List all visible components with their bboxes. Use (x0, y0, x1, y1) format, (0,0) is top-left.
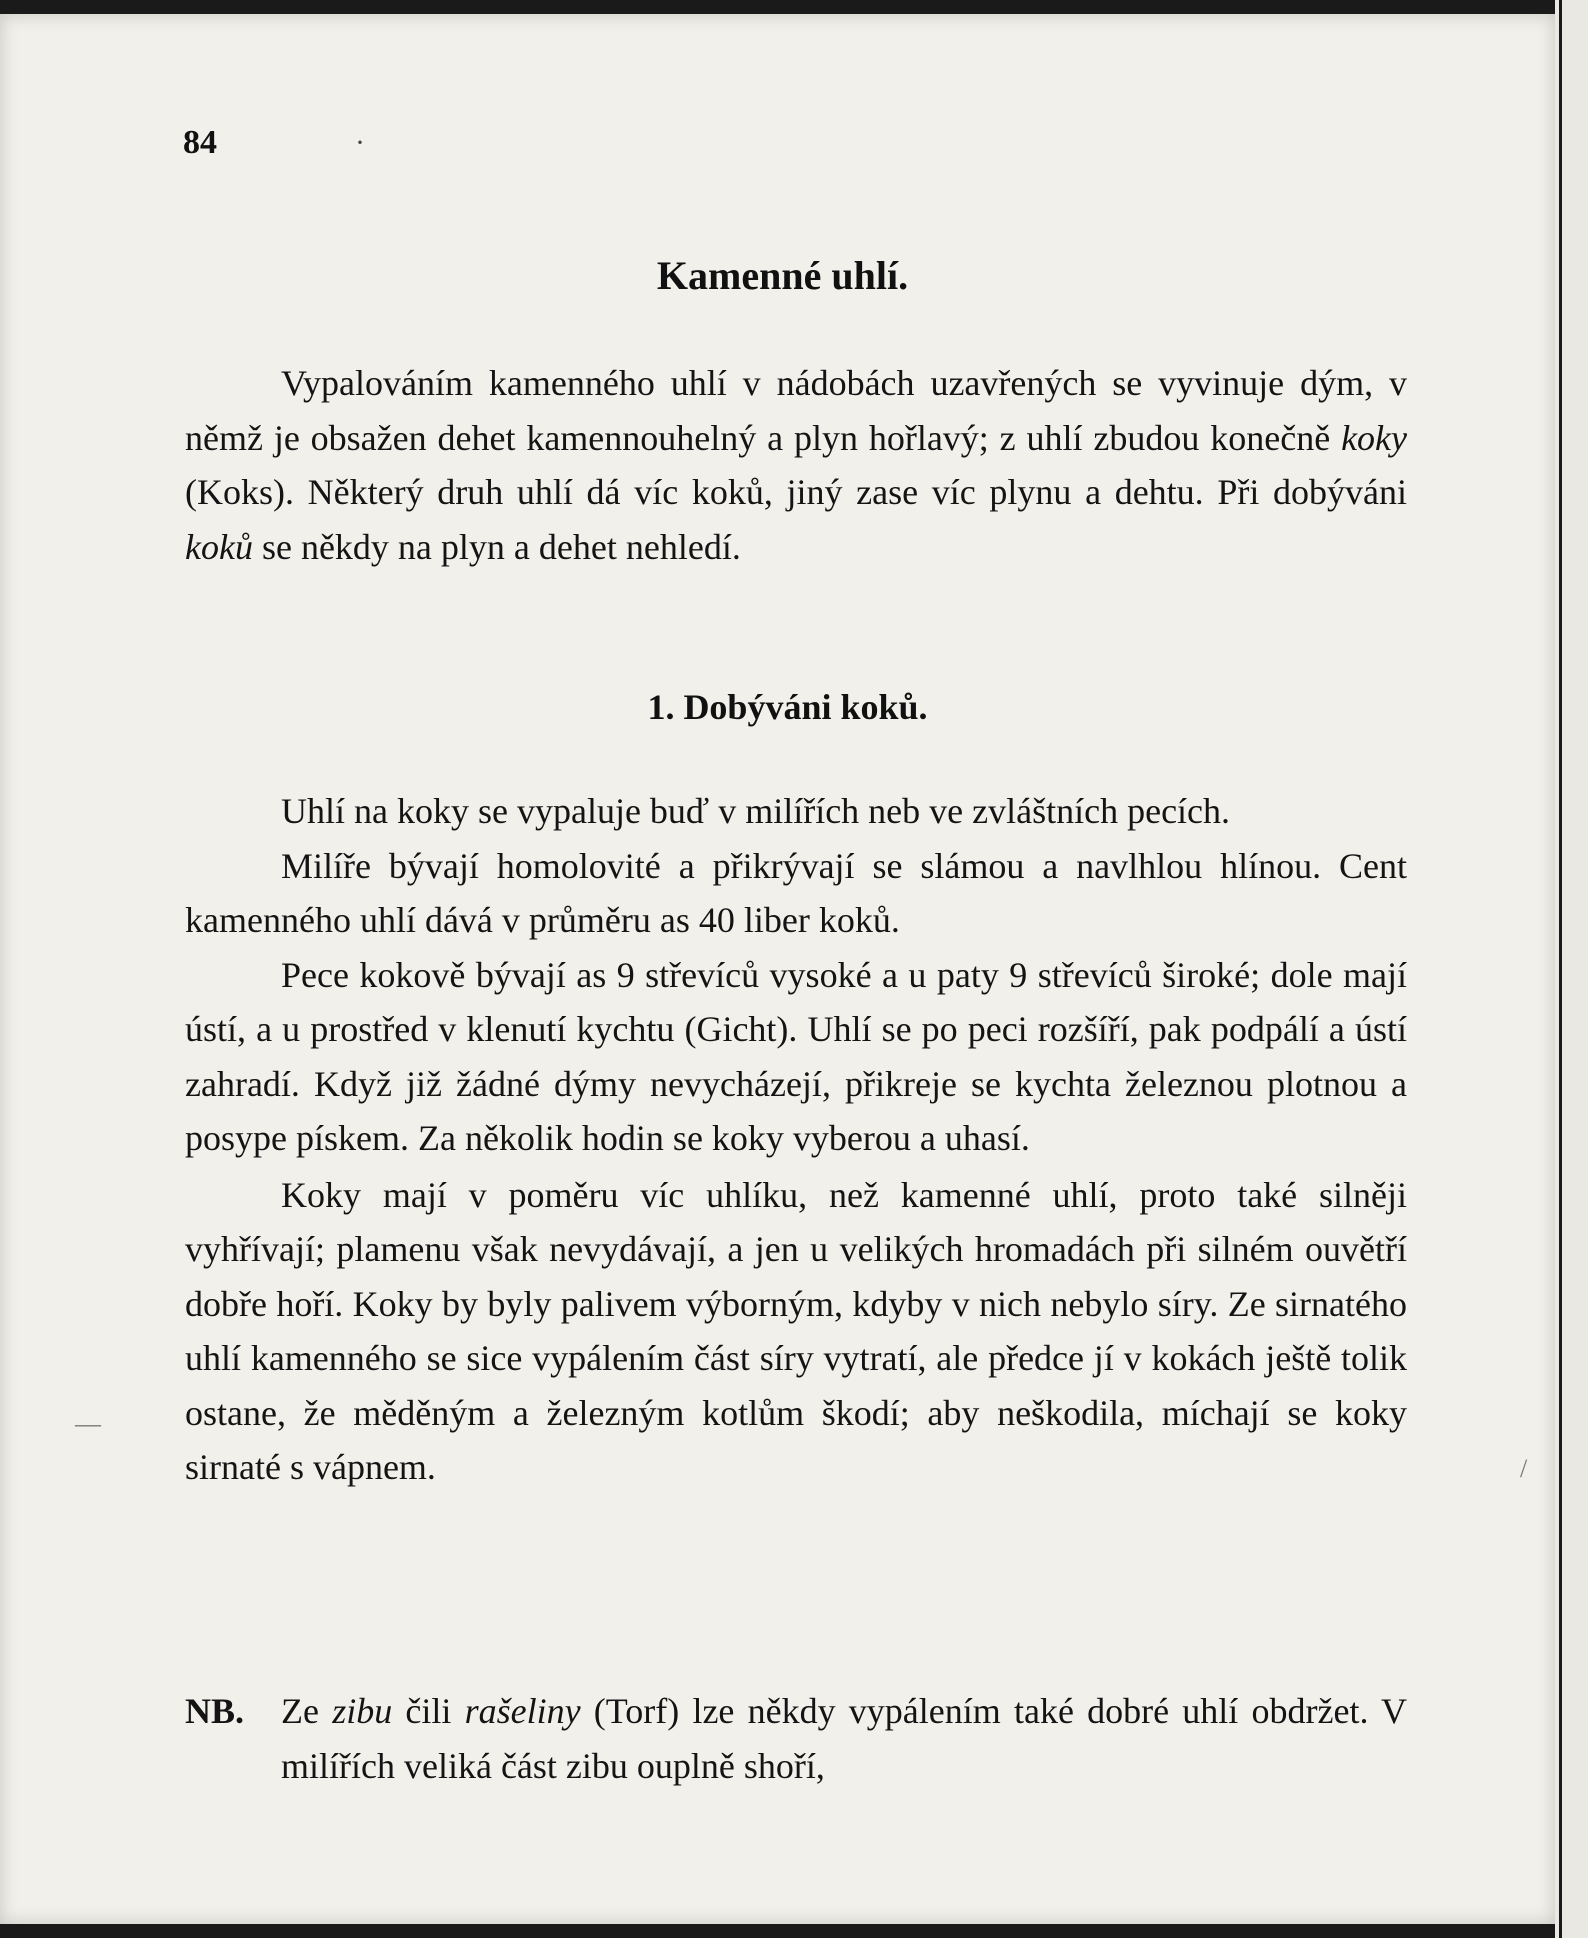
paragraph: Milíře bývají homolovité a přikrývají se slámou a navlhlou hlínou. Cent kamenného uhlí dává v průměru as 40 liber koků. (185, 845, 1407, 940)
nb-label: NB. (185, 1691, 245, 1731)
term-raseliny: rašeliny (464, 1691, 581, 1731)
scan-border (0, 1924, 1555, 1938)
book-page (0, 14, 1555, 1924)
term-koku: koků (185, 526, 253, 567)
paragraph: Uhlí na koky se vypaluje buď v milířích neb ve zvláštních pecích. (281, 791, 1231, 831)
margin-tick: / (1520, 1454, 1528, 1483)
paragraph: Pece kokově bývají as 9 střevíců vysoké a u paty 9 střevíců široké; dole mají ústí, a u prostřed v klenutí kychtu (Gicht). Uhlí se po peci rozšíří, pak podpálí a ústí zahradí. Když již žádné dýmy nevycházejí, přikreje se kychta železnou plotnou a posype pískem. Za několik hodin se koky vyberou a uhasí. (185, 954, 1407, 1158)
term-koky: koky (1341, 417, 1407, 458)
nota-bene (185, 1684, 1407, 1793)
term-zibu: zibu (332, 1691, 393, 1731)
intro-paragraph (185, 356, 1407, 574)
margin-dash: — (75, 1409, 101, 1438)
section-heading: 1. Dobýváni koků. (647, 687, 928, 727)
dot-mark: · (355, 126, 365, 159)
paragraph: Koky mají v poměru víc uhlíku, než kamenné uhlí, proto také silněji vyhřívají; plamenu však nevydávají, a jen u velikých hromadách při silném ouvětří dobře hoří. Koky by byly palivem výborným, kdyby v nich nebylo síry. Ze sirnatého uhlí kamenného se sice vypálením část síry vytratí, ale předce jí v kokách ještě tolik ostane, že měděným a železným kotlům škodí; aby neškodila, míchají se koky sirnaté s vápnem. (185, 1174, 1407, 1487)
nb-text-1: Ze (281, 1691, 333, 1731)
nb-text-3: (Torf) lze někdy vypálením také dobré uhlí obdržet. V milířích veliká část zibu ouplně shoří, (281, 1691, 1408, 1786)
page-number: 84 (183, 124, 217, 161)
intro-text-3: se někdy na plyn a dehet nehledí. (252, 526, 741, 567)
nb-text-2: čili (392, 1691, 465, 1731)
intro-text-2: (Koks). Některý druh uhlí dá víc koků, jiný zase víc plynu a dehtu. Při dobýváni (185, 472, 1407, 512)
nb-text (281, 1684, 1407, 1793)
intro-text-1: Vypalováním kamenného uhlí v nádobách uzavřených se vyvinuje dým, v němž je obsažen dehet kamennouhelný a plyn hořlavý; z uhlí zbudou konečně (185, 363, 1407, 458)
body-text (185, 784, 1407, 1495)
chapter-title: Kamenné uhlí. (656, 253, 909, 298)
page-edge (1555, 0, 1588, 1938)
